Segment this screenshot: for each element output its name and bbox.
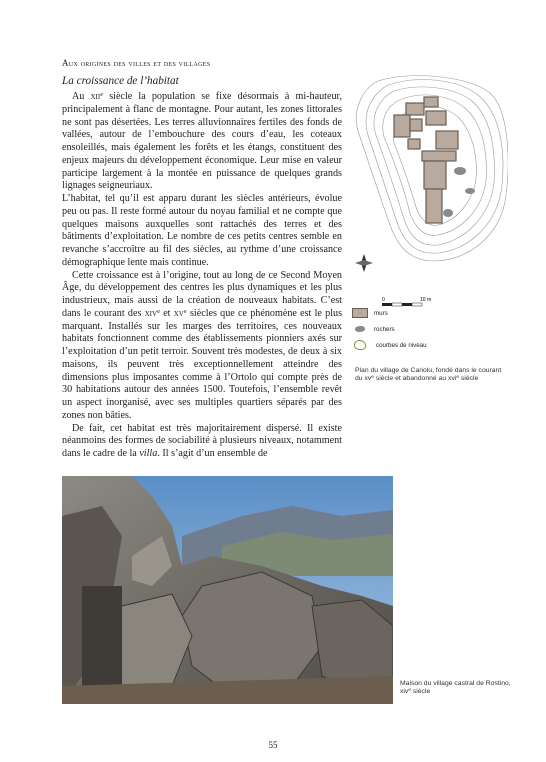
map-caption: Plan du village de Cariolu, fondé dans le courant du $xv^e$ siècle et abandonné au xvi$^e$ siècle bbox=[355, 367, 502, 383]
contours-swatch-icon bbox=[354, 340, 366, 350]
rock-shapes bbox=[443, 167, 475, 217]
paragraph-4: De fait, cet habitat est très majoritairement dispersé. Il existe néanmoins des formes de sociabilité à plusieurs niveaux, notamment dans le cadre de la villa. Il s’agit d’un ensemble de bbox=[62, 422, 342, 459]
map-legend bbox=[352, 305, 502, 353]
paragraph-2: L’habitat, tel qu’il est apparu durant les siècles antérieurs, évolue peu ou pas. Il reste formé autour du noyau familial et ne compte que quelques maisons auxquelles sont rattachés des terres et des bâtiments d’exploitation. Le nombre de ces petits centres semble en revanche s’accroître au fil des siècles, au rythme d’une croissance démographique lente mais continue. bbox=[62, 193, 342, 268]
walls-swatch-icon bbox=[352, 308, 368, 318]
north-arrow-icon bbox=[355, 254, 373, 272]
section-title: La croissance de l’habitat bbox=[62, 75, 179, 87]
page-number: 55 bbox=[268, 740, 278, 750]
legend-item-walls: murs bbox=[352, 305, 502, 321]
paragraph-3: Cette croissance est à l’origine, tout au long de ce Second Moyen Âge, du développement des centres les plus dynamiques et les plus industrieux, mais aussi de la création de nouveaux habitats. C’est dans le courant des xiv$^e$ et $xv^e$ siècles que ce phénomène est le plus marquant. Installés sur les marges des territoires, ces nouveaux habitats fonctionnent comme des établissements pionniers axés sur l’exploitation d’un petit terroir. Souvent très modestes, de deux à six maisons, ils peuvent très exceptionnellement atteindre des dimensions plus imposantes comme à l’Ortolo qui compte près de 30 habitations autour des années 1500. Toutefois, l’ensemble revêt un aspect inorganisé, avec ses multiples quartiers séparés par des zones non bâties. bbox=[62, 269, 343, 421]
legend-item-rocks: rochers bbox=[352, 321, 502, 337]
scale-zero-label: 0 bbox=[382, 297, 385, 303]
rocks-swatch-icon bbox=[355, 326, 365, 332]
body-text bbox=[62, 91, 342, 461]
ruins-photograph bbox=[62, 476, 393, 704]
photo-caption: Maison du village castral de Rostino, xiv$^e$ siècle bbox=[400, 680, 511, 696]
scale-ten-label: 10 m bbox=[420, 297, 432, 303]
running-head: Aux origines des villes et des villages bbox=[62, 58, 211, 68]
village-plan-map bbox=[348, 75, 508, 311]
legend-item-contours: courbes de niveau bbox=[352, 337, 502, 353]
paragraph-1: Au xii$^e$ siècle la population se fixe désormais à mi-hauteur, principalement à flanc de montagne. Pour autant, les zones littorales ne sont pas désertées. Les terres alluvionnaires fertiles des fonds de vallées, autour de l’embouchure des cours d’eau, les coteaux ensoleillés, mais également les forêts et les étangs, constituent des enjeux majeurs du développement économique. Leur mise en valeur participe largement à la montée en puissance de quelques grands lignages seigneuriaux. bbox=[62, 91, 342, 192]
wall-ruins bbox=[394, 97, 458, 223]
